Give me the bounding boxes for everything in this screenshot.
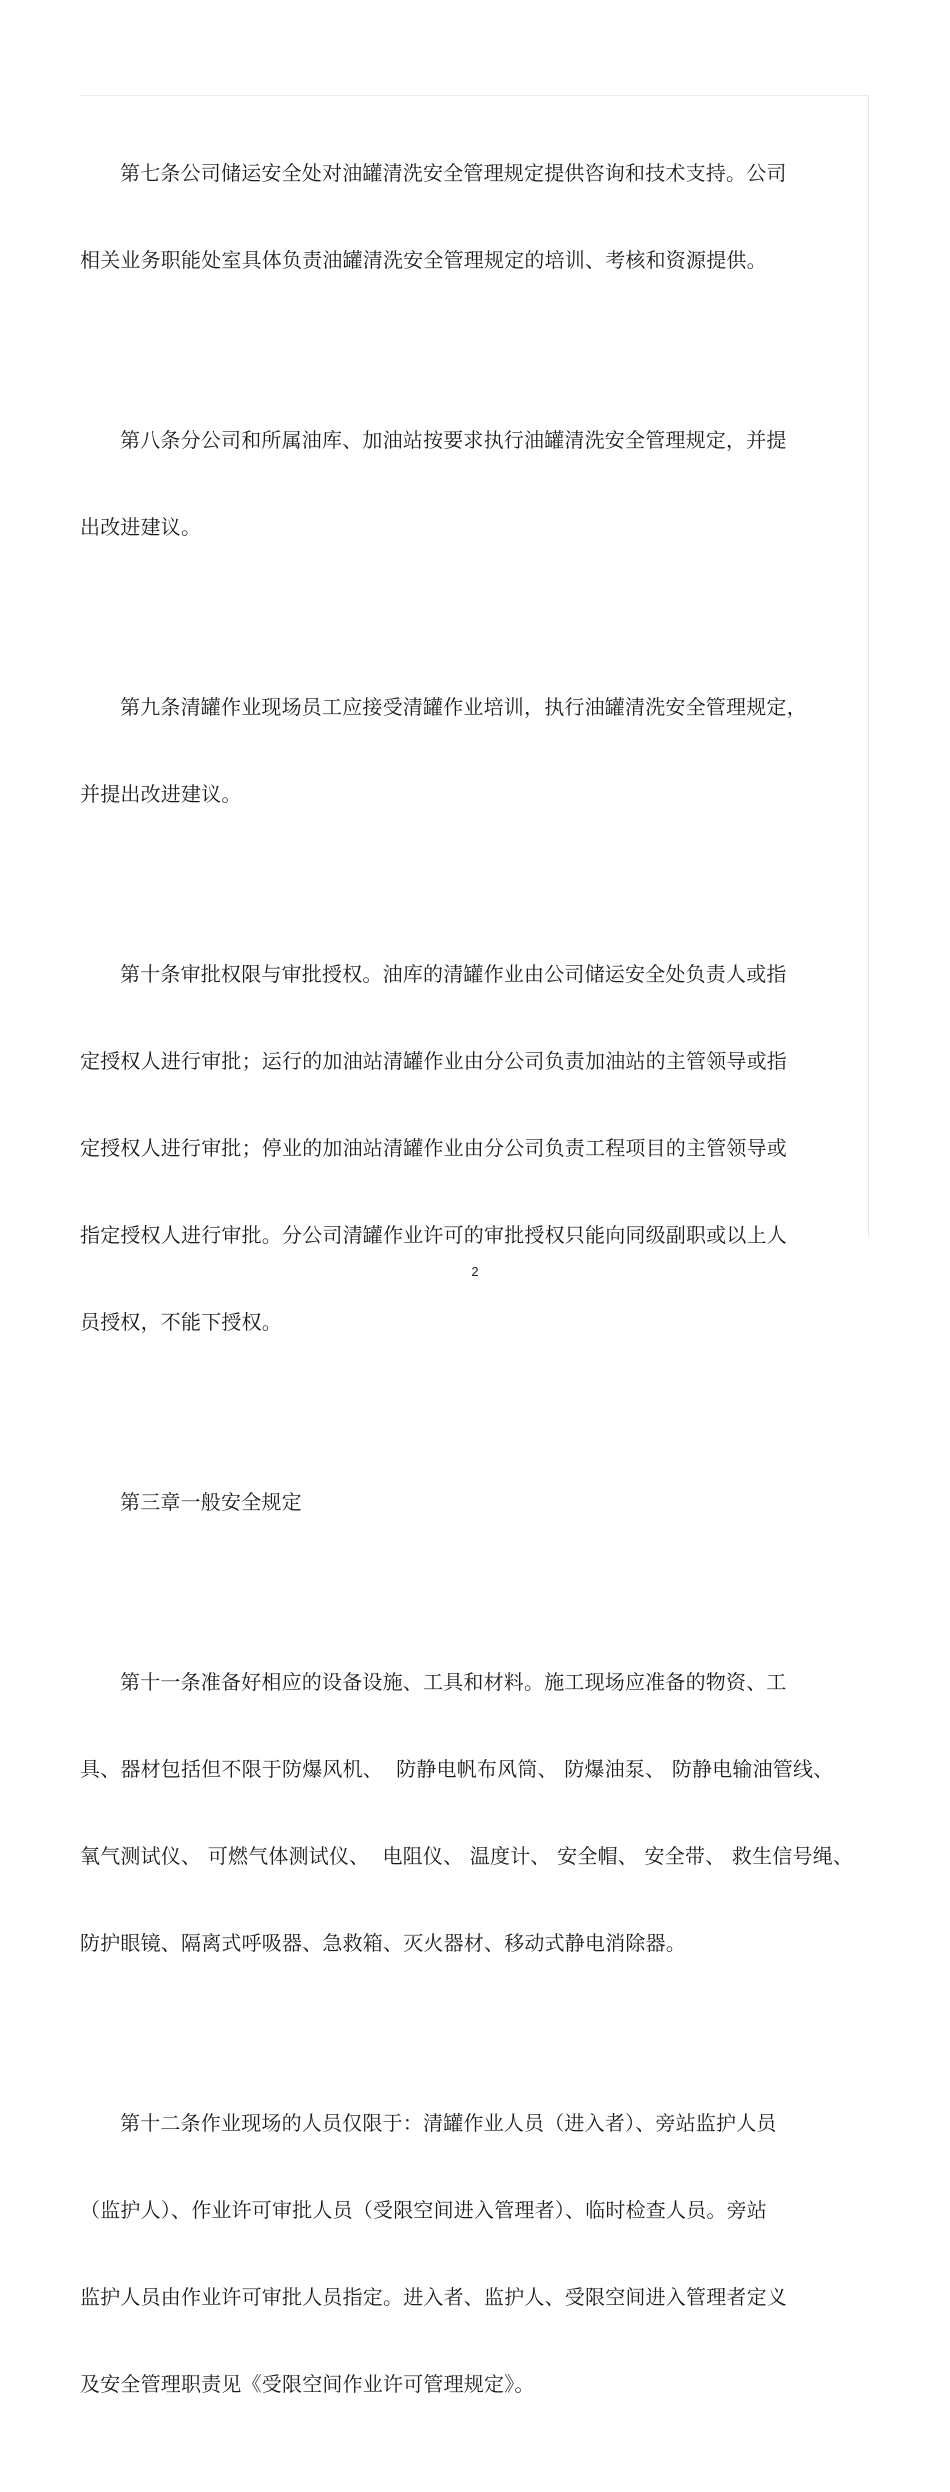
text-line: 指定授权人进行审批。分公司清罐作业许可的审批授权只能向同级副职或以上人 <box>80 1223 787 1247</box>
text-line: 监护人员由作业许可审批人员指定。进入者、监护人、受限空间进入管理者定义 <box>80 2285 787 2309</box>
text-line: 第十二条作业现场的人员仅限于：清罐作业人员（进入者）、旁站监护人员 <box>120 2111 777 2135</box>
text-line: 相关业务职能处室具体负责油罐清洗安全管理规定的培训、考核和资源提供。 <box>80 248 767 272</box>
article-10 <box>80 902 860 1395</box>
text-line: 氧气测试仪、 可燃气体测试仪、 电阻仪、 温度计、 安全帽、 安全带、 救生信号绳、 <box>80 1844 854 1868</box>
text-line: 具、器材包括但不限于防爆风机、 防静电帆布风筒、 防爆油泵、 防静电输油管线、 <box>80 1757 834 1781</box>
text-line: 防护眼镜、隔离式呼吸器、急救箱、灭火器材、移动式静电消除器。 <box>80 1931 686 1955</box>
text-line: 及安全管理职责见《受限空间作业许可管理规定》。 <box>80 2372 535 2396</box>
article-11 <box>80 1610 860 2016</box>
text-line: 定授权人进行审批；停业的加油站清罐作业由分公司负责工程项目的主管领导或 <box>80 1136 787 1160</box>
chapter-3-heading <box>80 1430 860 1575</box>
document-body <box>80 101 860 2492</box>
text-line: 第十条审批权限与审批授权。油库的清罐作业由公司储运安全处负责人或指 <box>120 962 787 986</box>
article-8 <box>80 368 860 600</box>
article-9 <box>80 635 860 867</box>
article-7 <box>80 101 860 333</box>
page-number: 2 <box>471 1264 479 1279</box>
text-line: （监护人）、作业许可审批人员（受限空间进入管理者）、临时检查人员。旁站 <box>80 2198 767 2222</box>
text-line: 员授权，不能下授权。 <box>80 1310 282 1334</box>
text-line: 并提出改进建议。 <box>80 782 242 806</box>
text-line: 第八条分公司和所属油库、加油站按要求执行油罐清洗安全管理规定，并提 <box>120 428 787 452</box>
text-line: 第九条清罐作业现场员工应接受清罐作业培训，执行油罐清洗安全管理规定， <box>120 695 807 719</box>
article-12 <box>80 2051 860 2457</box>
text-line: 定授权人进行审批；运行的加油站清罐作业由分公司负责加油站的主管领导或指 <box>80 1049 787 1073</box>
text-line: 出改进建议。 <box>80 515 202 539</box>
text-line: 第十一条准备好相应的设备设施、工具和材料。施工现场应准备的物资、工 <box>120 1670 787 1694</box>
chapter-title: 第三章一般安全规定 <box>120 1490 302 1514</box>
text-line: 第七条公司储运安全处对油罐清洗安全管理规定提供咨询和技术支持。公司 <box>120 161 787 185</box>
